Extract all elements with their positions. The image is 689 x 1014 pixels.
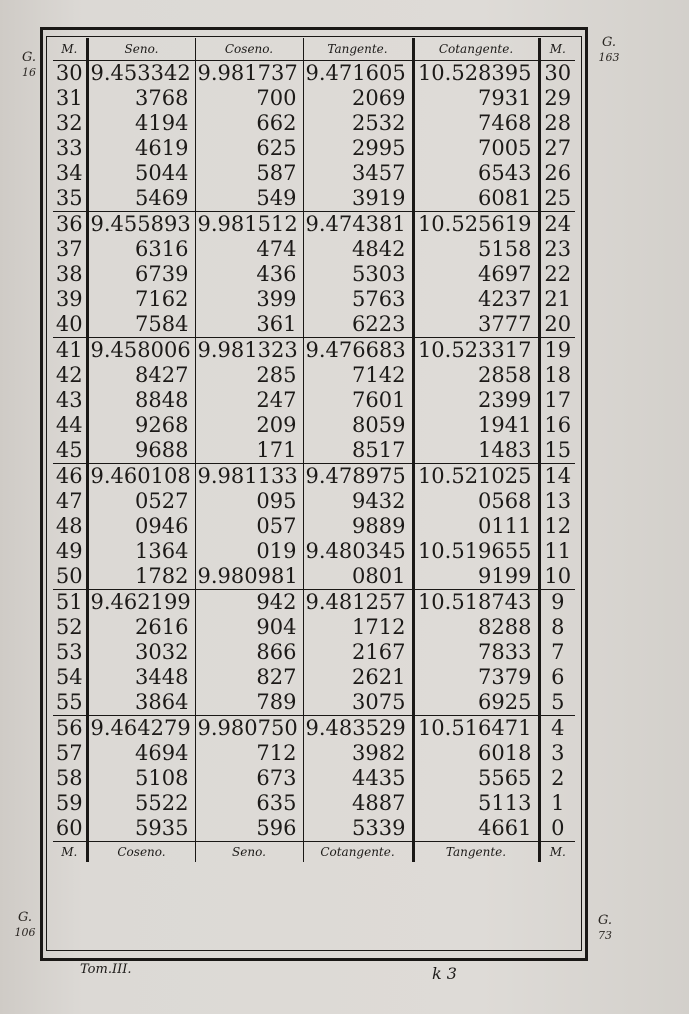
row-minute-complement: 0 — [539, 816, 575, 842]
tangent-value: 2532 — [303, 111, 413, 136]
cosine-value: 700 — [195, 86, 303, 111]
cosine-value: 625 — [195, 136, 303, 161]
volume-label: Tom.III. — [80, 962, 132, 977]
cosine-value: 549 — [195, 186, 303, 212]
cotangent-value: 5113 — [413, 791, 539, 816]
row-minute-complement: 17 — [539, 388, 575, 413]
table-row — [53, 640, 575, 665]
cotangent-value: 7833 — [413, 640, 539, 665]
tangent-value: 7601 — [303, 388, 413, 413]
cosine-value: 789 — [195, 690, 303, 716]
header-minutes-right: M. — [539, 38, 575, 61]
cosine-value: 9.981737 — [195, 61, 303, 87]
row-minute: 56 — [53, 716, 87, 742]
header-cotangent: Cotangente. — [413, 38, 539, 61]
sine-value: 6739 — [87, 262, 195, 287]
sine-value: 3768 — [87, 86, 195, 111]
row-minute-complement: 25 — [539, 186, 575, 212]
row-minute: 36 — [53, 212, 87, 238]
sine-value: 4619 — [87, 136, 195, 161]
tangent-value: 8059 — [303, 413, 413, 438]
cotangent-value: 1483 — [413, 438, 539, 464]
table-row — [53, 262, 575, 287]
tangent-value: 5763 — [303, 287, 413, 312]
cosine-value: 9.980750 — [195, 716, 303, 742]
logarithm-table — [53, 38, 575, 862]
margin-note-line: G. — [601, 35, 617, 50]
cotangent-value: 2399 — [413, 388, 539, 413]
table-row — [53, 816, 575, 842]
header-sine: Seno. — [87, 38, 195, 61]
header-tangent: Tangente. — [303, 38, 413, 61]
row-minute: 37 — [53, 237, 87, 262]
row-minute-complement: 29 — [539, 86, 575, 111]
tangent-value: 1712 — [303, 615, 413, 640]
row-minute-complement: 9 — [539, 590, 575, 616]
cotangent-value: 7468 — [413, 111, 539, 136]
row-minute: 51 — [53, 590, 87, 616]
tangent-value: 4842 — [303, 237, 413, 262]
sine-value: 9.455893 — [87, 212, 195, 238]
cosine-value: 247 — [195, 388, 303, 413]
table-row — [53, 212, 575, 238]
sine-value: 7162 — [87, 287, 195, 312]
cosine-value: 587 — [195, 161, 303, 186]
row-minute-complement: 18 — [539, 363, 575, 388]
row-minute: 48 — [53, 514, 87, 539]
tangent-value: 4887 — [303, 791, 413, 816]
cotangent-value: 10.528395 — [413, 61, 539, 87]
table-row — [53, 716, 575, 742]
margin-note-top-right — [594, 35, 624, 65]
sine-value: 9.464279 — [87, 716, 195, 742]
row-minute: 31 — [53, 86, 87, 111]
cosine-value: 474 — [195, 237, 303, 262]
row-minute-complement: 14 — [539, 464, 575, 490]
cotangent-value: 6543 — [413, 161, 539, 186]
cotangent-value: 8288 — [413, 615, 539, 640]
row-minute: 42 — [53, 363, 87, 388]
cosine-value: 019 — [195, 539, 303, 564]
row-minute: 46 — [53, 464, 87, 490]
cotangent-value: 5565 — [413, 766, 539, 791]
margin-note-line: 163 — [598, 51, 620, 64]
cosine-value: 095 — [195, 489, 303, 514]
signature-mark: k 3 — [432, 964, 457, 983]
tangent-value: 8517 — [303, 438, 413, 464]
cosine-value: 171 — [195, 438, 303, 464]
footer-cosine: Coseno. — [87, 842, 195, 863]
footer-sine: Seno. — [195, 842, 303, 863]
table-row — [53, 615, 575, 640]
cotangent-value: 10.516471 — [413, 716, 539, 742]
cosine-value: 9.981512 — [195, 212, 303, 238]
margin-note-bottom-left — [10, 910, 40, 940]
cosine-value: 9.981323 — [195, 338, 303, 364]
sine-value: 9268 — [87, 413, 195, 438]
cotangent-value: 0568 — [413, 489, 539, 514]
tangent-value: 2621 — [303, 665, 413, 690]
row-minute-complement: 21 — [539, 287, 575, 312]
tangent-value: 9.474381 — [303, 212, 413, 238]
cosine-value: 399 — [195, 287, 303, 312]
cotangent-value: 1941 — [413, 413, 539, 438]
row-minute-complement: 6 — [539, 665, 575, 690]
tangent-value: 0801 — [303, 564, 413, 590]
cotangent-value: 9199 — [413, 564, 539, 590]
footer-minutes-right: M. — [539, 842, 575, 863]
row-minute-complement: 26 — [539, 161, 575, 186]
row-minute: 55 — [53, 690, 87, 716]
row-minute: 41 — [53, 338, 87, 364]
row-minute: 52 — [53, 615, 87, 640]
sine-value: 3448 — [87, 665, 195, 690]
table-row — [53, 86, 575, 111]
row-minute-complement: 10 — [539, 564, 575, 590]
sine-value: 3032 — [87, 640, 195, 665]
table-row — [53, 590, 575, 616]
cotangent-value: 2858 — [413, 363, 539, 388]
table-row — [53, 766, 575, 791]
table-row — [53, 186, 575, 212]
row-minute-complement: 12 — [539, 514, 575, 539]
table-row — [53, 489, 575, 514]
cosine-value: 361 — [195, 312, 303, 338]
cosine-value: 285 — [195, 363, 303, 388]
table-row — [53, 161, 575, 186]
row-minute: 43 — [53, 388, 87, 413]
tangent-value: 9889 — [303, 514, 413, 539]
row-minute-complement: 30 — [539, 61, 575, 87]
row-minute: 40 — [53, 312, 87, 338]
table-row — [53, 438, 575, 464]
sine-value: 1782 — [87, 564, 195, 590]
cotangent-value: 7005 — [413, 136, 539, 161]
tangent-value: 2167 — [303, 640, 413, 665]
cosine-value: 942 — [195, 590, 303, 616]
tangent-value: 3075 — [303, 690, 413, 716]
sine-value: 3864 — [87, 690, 195, 716]
cosine-value: 9.980981 — [195, 564, 303, 590]
footer-minutes: M. — [53, 842, 87, 863]
tangent-value: 5339 — [303, 816, 413, 842]
margin-note-line: 73 — [598, 929, 612, 942]
row-minute: 38 — [53, 262, 87, 287]
cosine-value: 673 — [195, 766, 303, 791]
cosine-value: 9.981133 — [195, 464, 303, 490]
sine-value: 7584 — [87, 312, 195, 338]
cotangent-value: 7931 — [413, 86, 539, 111]
row-minute: 45 — [53, 438, 87, 464]
tangent-value: 2069 — [303, 86, 413, 111]
cosine-value: 827 — [195, 665, 303, 690]
row-minute-complement: 20 — [539, 312, 575, 338]
cotangent-value: 0111 — [413, 514, 539, 539]
table-row — [53, 665, 575, 690]
sine-value: 0946 — [87, 514, 195, 539]
row-minute-complement: 15 — [539, 438, 575, 464]
sine-value: 4694 — [87, 741, 195, 766]
sine-value: 5935 — [87, 816, 195, 842]
margin-note-line: G. — [597, 913, 613, 928]
tangent-value: 9.481257 — [303, 590, 413, 616]
margin-note-bottom-right — [590, 913, 620, 943]
row-minute-complement: 22 — [539, 262, 575, 287]
cotangent-value: 10.521025 — [413, 464, 539, 490]
row-minute-complement: 24 — [539, 212, 575, 238]
row-minute: 57 — [53, 741, 87, 766]
sine-value: 8427 — [87, 363, 195, 388]
sine-value: 5469 — [87, 186, 195, 212]
table-footer-row — [53, 842, 575, 863]
table-row — [53, 388, 575, 413]
cotangent-value: 6081 — [413, 186, 539, 212]
sine-value: 5522 — [87, 791, 195, 816]
table-header-row — [53, 38, 575, 61]
header-minutes: M. — [53, 38, 87, 61]
table-row — [53, 312, 575, 338]
row-minute: 47 — [53, 489, 87, 514]
tangent-value: 5303 — [303, 262, 413, 287]
table-row — [53, 61, 575, 87]
table-row — [53, 464, 575, 490]
row-minute-complement: 8 — [539, 615, 575, 640]
table-row — [53, 287, 575, 312]
cosine-value: 057 — [195, 514, 303, 539]
row-minute: 50 — [53, 564, 87, 590]
cotangent-value: 4661 — [413, 816, 539, 842]
row-minute: 49 — [53, 539, 87, 564]
row-minute-complement: 28 — [539, 111, 575, 136]
table-row — [53, 136, 575, 161]
sine-value: 9.462199 — [87, 590, 195, 616]
row-minute: 59 — [53, 791, 87, 816]
cotangent-value: 10.518743 — [413, 590, 539, 616]
cotangent-value: 10.525619 — [413, 212, 539, 238]
row-minute: 34 — [53, 161, 87, 186]
tangent-value: 4435 — [303, 766, 413, 791]
sine-value: 9688 — [87, 438, 195, 464]
tangent-value: 9.478975 — [303, 464, 413, 490]
table-row — [53, 690, 575, 716]
row-minute: 35 — [53, 186, 87, 212]
table-row — [53, 413, 575, 438]
table-row — [53, 564, 575, 590]
row-minute-complement: 1 — [539, 791, 575, 816]
cotangent-value: 4697 — [413, 262, 539, 287]
cotangent-value: 3777 — [413, 312, 539, 338]
tangent-value: 3919 — [303, 186, 413, 212]
table-row — [53, 514, 575, 539]
row-minute: 30 — [53, 61, 87, 87]
cosine-value: 635 — [195, 791, 303, 816]
row-minute-complement: 5 — [539, 690, 575, 716]
margin-note-line: G. — [17, 910, 33, 925]
cotangent-value: 5158 — [413, 237, 539, 262]
tangent-value: 7142 — [303, 363, 413, 388]
table-row — [53, 338, 575, 364]
row-minute: 39 — [53, 287, 87, 312]
row-minute: 33 — [53, 136, 87, 161]
row-minute: 54 — [53, 665, 87, 690]
row-minute-complement: 23 — [539, 237, 575, 262]
tangent-value: 9.471605 — [303, 61, 413, 87]
row-minute-complement: 3 — [539, 741, 575, 766]
cotangent-value: 4237 — [413, 287, 539, 312]
tangent-value: 2995 — [303, 136, 413, 161]
header-cosine: Coseno. — [195, 38, 303, 61]
row-minute-complement: 27 — [539, 136, 575, 161]
row-minute-complement: 2 — [539, 766, 575, 791]
sine-value: 8848 — [87, 388, 195, 413]
table-row — [53, 741, 575, 766]
sine-value: 9.458006 — [87, 338, 195, 364]
sine-value: 5108 — [87, 766, 195, 791]
table-row — [53, 539, 575, 564]
cosine-value: 712 — [195, 741, 303, 766]
row-minute: 60 — [53, 816, 87, 842]
row-minute: 58 — [53, 766, 87, 791]
tangent-value: 9.483529 — [303, 716, 413, 742]
row-minute-complement: 7 — [539, 640, 575, 665]
tangent-value: 3982 — [303, 741, 413, 766]
cotangent-value: 10.523317 — [413, 338, 539, 364]
cotangent-value: 7379 — [413, 665, 539, 690]
cosine-value: 596 — [195, 816, 303, 842]
margin-note-line: 106 — [14, 926, 36, 939]
tangent-value: 9.480345 — [303, 539, 413, 564]
row-minute-complement: 11 — [539, 539, 575, 564]
table-row — [53, 791, 575, 816]
sine-value: 4194 — [87, 111, 195, 136]
table-row — [53, 363, 575, 388]
cosine-value: 866 — [195, 640, 303, 665]
cosine-value: 436 — [195, 262, 303, 287]
row-minute-complement: 16 — [539, 413, 575, 438]
margin-note-line: 16 — [22, 66, 36, 79]
footer-tangent: Tangente. — [413, 842, 539, 863]
table-row — [53, 237, 575, 262]
table-row — [53, 111, 575, 136]
row-minute-complement: 19 — [539, 338, 575, 364]
cosine-value: 662 — [195, 111, 303, 136]
row-minute: 32 — [53, 111, 87, 136]
sine-value: 5044 — [87, 161, 195, 186]
sine-value: 0527 — [87, 489, 195, 514]
tangent-value: 9.476683 — [303, 338, 413, 364]
sine-value: 9.460108 — [87, 464, 195, 490]
cosine-value: 209 — [195, 413, 303, 438]
row-minute-complement: 4 — [539, 716, 575, 742]
cotangent-value: 6018 — [413, 741, 539, 766]
margin-note-line: G. — [21, 50, 37, 65]
row-minute: 44 — [53, 413, 87, 438]
cotangent-value: 10.519655 — [413, 539, 539, 564]
sine-value: 1364 — [87, 539, 195, 564]
footer-cotangent: Cotangente. — [303, 842, 413, 863]
row-minute: 53 — [53, 640, 87, 665]
sine-value: 2616 — [87, 615, 195, 640]
table-body — [53, 61, 575, 842]
tangent-value: 6223 — [303, 312, 413, 338]
sine-value: 9.453342 — [87, 61, 195, 87]
cotangent-value: 6925 — [413, 690, 539, 716]
tangent-value: 3457 — [303, 161, 413, 186]
row-minute-complement: 13 — [539, 489, 575, 514]
sine-value: 6316 — [87, 237, 195, 262]
cosine-value: 904 — [195, 615, 303, 640]
tangent-value: 9432 — [303, 489, 413, 514]
